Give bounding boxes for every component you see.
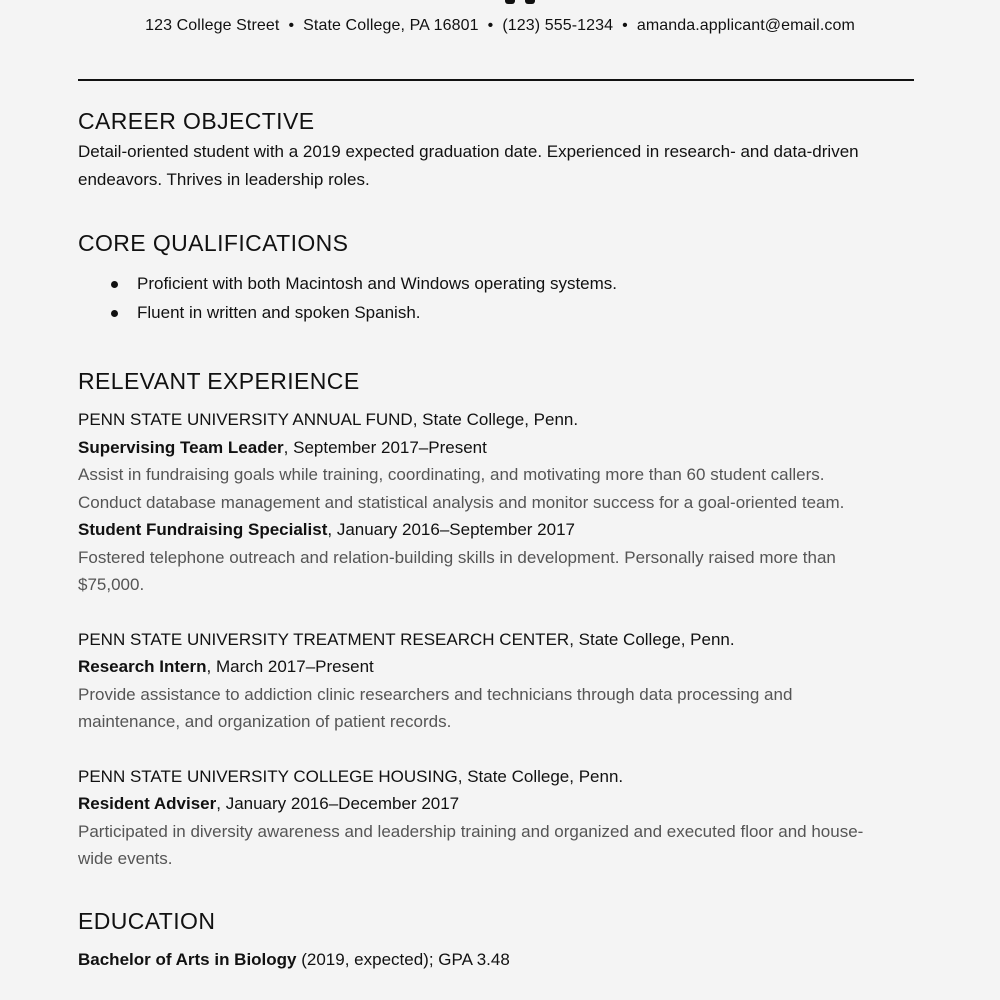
job-college-housing	[78, 763, 928, 873]
role-line	[78, 516, 928, 544]
section-heading-core-qualifications: CORE QUALIFICATIONS	[78, 230, 349, 256]
role-line	[78, 790, 928, 818]
job-treatment-research-center	[78, 626, 928, 736]
email: amanda.applicant@email.com	[636, 17, 855, 34]
employer-name: PENN STATE UNIVERSITY TREATMENT RESEARCH CENTER	[78, 629, 570, 649]
role-line	[78, 653, 928, 681]
role-title: Resident Adviser	[78, 794, 217, 813]
degree: Bachelor of Arts in Biology	[78, 949, 297, 969]
education-line	[78, 946, 928, 974]
contact-line	[0, 17, 1000, 35]
employer-line	[78, 626, 928, 654]
role-dates: , January 2016–December 2017	[216, 794, 460, 813]
role-title: Supervising Team Leader	[78, 437, 284, 457]
role-description: wide events.	[78, 849, 173, 868]
role-description: maintenance, and organization of patient records.	[78, 712, 452, 731]
separator-dot: •	[622, 17, 628, 34]
header-divider	[78, 79, 914, 81]
section-heading-education: EDUCATION	[78, 907, 216, 934]
role-dates: , March 2017–Present	[206, 657, 374, 676]
role-line	[78, 434, 928, 462]
employer-name: PENN STATE UNIVERSITY COLLEGE HOUSING	[78, 766, 458, 786]
role-title: Research Intern	[78, 657, 207, 676]
employer-name: PENN STATE UNIVERSITY ANNUAL FUND	[78, 410, 413, 429]
list-item: Proficient with both Macintosh and Windows operating systems.	[78, 270, 928, 299]
resume-body	[78, 104, 928, 973]
objective-line: Detail-oriented student with a 2019 expected graduation date. Experienced in research- and data-driven	[78, 142, 859, 161]
employer-line	[78, 406, 928, 434]
city-state-zip: State College, PA 16801	[303, 17, 479, 34]
phone: (123) 555-1234	[502, 17, 614, 34]
employer-line	[78, 763, 928, 791]
separator-dot: •	[288, 17, 295, 34]
section-heading-career-objective: CAREER OBJECTIVE	[78, 108, 315, 134]
employer-location: , State College, Penn.	[412, 410, 579, 429]
name-heading-fragment	[490, 0, 550, 6]
role-description: Conduct database management and statistical analysis and monitor success for a goal-oriented team.	[78, 492, 845, 512]
role-description: Assist in fundraising goals while training, coordinating, and motivating more than 60 student callers.	[78, 465, 825, 484]
qualifications-list	[78, 270, 928, 327]
objective-line: endeavors. Thrives in leadership roles.	[78, 169, 370, 189]
role-description: Participated in diversity awareness and leadership training and organized and executed floor and house-	[78, 821, 864, 841]
employer-location: , State College, Penn.	[569, 629, 735, 649]
role-description: Provide assistance to addiction clinic researchers and technicians through data processing and	[78, 684, 793, 704]
role-dates: , January 2016–September 2017	[327, 520, 575, 539]
list-item: Fluent in written and spoken Spanish.	[78, 299, 928, 328]
address: 123 College Street	[145, 17, 280, 34]
role-description: Fostered telephone outreach and relation-building skills in development. Personally raised more than	[78, 547, 836, 567]
section-heading-relevant-experience: RELEVANT EXPERIENCE	[78, 368, 360, 394]
role-description: $75,000.	[78, 575, 145, 594]
role-title: Student Fundraising Specialist	[78, 520, 328, 539]
separator-dot: •	[487, 17, 494, 34]
job-annual-fund	[78, 406, 928, 599]
degree-details: (2019, expected); GPA 3.48	[296, 949, 510, 969]
employer-location: , State College, Penn.	[457, 766, 624, 786]
role-dates: , September 2017–Present	[283, 437, 487, 457]
